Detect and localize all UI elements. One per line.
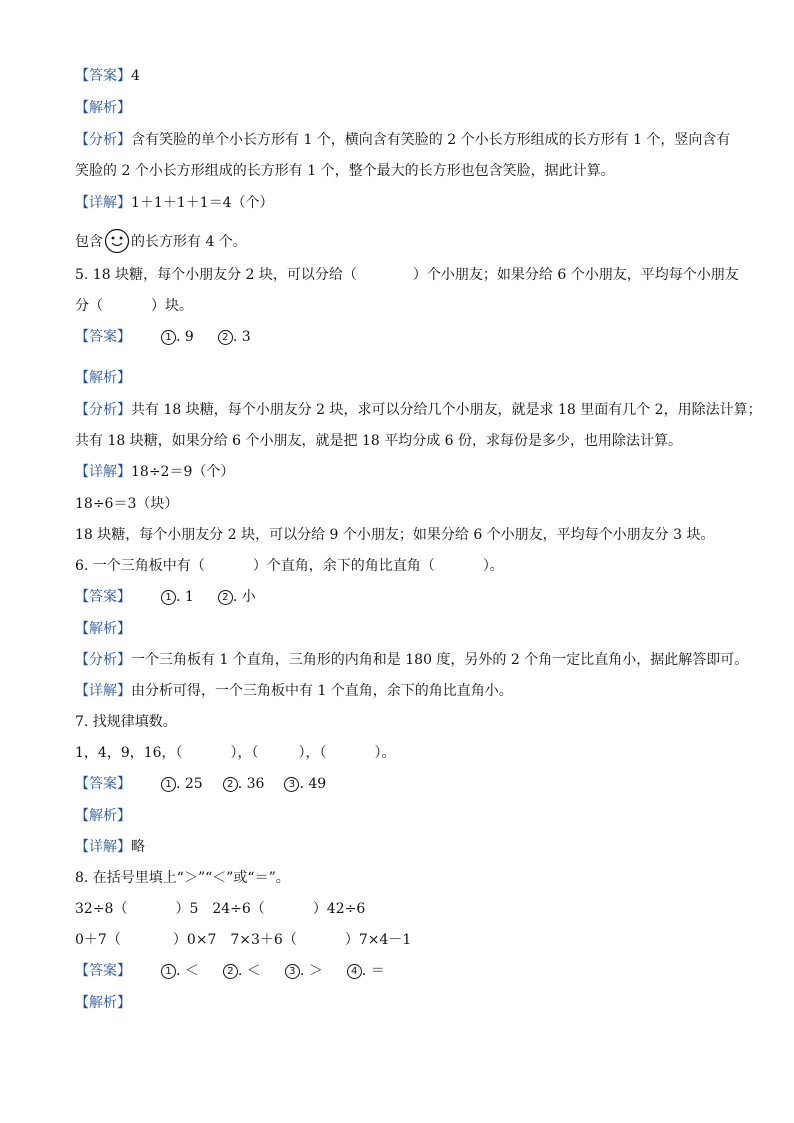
q7-answer-1: . 25 xyxy=(176,776,203,792)
q5-question-line-1 xyxy=(75,265,739,285)
q8-answer-1: . ＜ xyxy=(176,963,199,979)
fenxi-label: 【分析】 xyxy=(75,132,131,148)
q7-detail-text: 略 xyxy=(131,839,145,855)
answer-label: 【答案】 xyxy=(75,963,131,979)
q4-conclusion-post: 的长方形有 4 个。 xyxy=(131,234,247,250)
answer-number-3: 3 xyxy=(284,777,299,792)
q4-fenxi-text-1: 含有笑脸的单个小长方形有 1 个，横向含有笑脸的 2 个小长方形组成的长方形有 1 个，竖向含有 xyxy=(131,132,731,148)
q8-row-2 xyxy=(75,930,411,950)
answer-label: 【答案】 xyxy=(75,68,131,84)
q5-answer-line xyxy=(75,327,251,347)
answer-number-1: 1 xyxy=(161,590,176,605)
q5-text-a: 5. 18 块糖，每个小朋友分 2 块，可以分给（ xyxy=(75,267,357,283)
q5-detail-line-2 xyxy=(75,494,178,514)
q4-conclusion-pre: 包含 xyxy=(75,234,103,250)
q6-fenxi-text: 一个三角板有 1 个直角，三角形的内角和是 180 度，另外的 2 个角一定比直角小，据此解答即可。 xyxy=(131,652,749,668)
q8-r1-c: ）42÷6 xyxy=(312,901,366,917)
q5-text-d: ）块。 xyxy=(151,298,193,314)
q5-fenxi-line-2 xyxy=(75,431,682,451)
q6-detail-line xyxy=(75,681,513,701)
q7-answer-2: . 36 xyxy=(237,776,265,792)
q8-r1-a: 32÷8（ xyxy=(75,901,128,917)
q4-answer-line xyxy=(75,66,140,86)
q6-fenxi-line xyxy=(75,650,748,670)
answer-number-3: 3 xyxy=(285,964,300,979)
answer-number-4: 4 xyxy=(347,964,362,979)
q6-text-b: ）个直角，余下的角比直角（ xyxy=(252,558,435,574)
fenxi-label: 【分析】 xyxy=(75,402,131,418)
q8-answer-3: . ＞ xyxy=(299,963,323,979)
answer-label: 【答案】 xyxy=(75,589,131,605)
q5-question-line-2 xyxy=(75,296,193,316)
q7-sequence-line xyxy=(75,743,396,763)
analysis-label: 【解析】 xyxy=(75,370,131,386)
answer-number-2: 2 xyxy=(223,777,238,792)
q7-seq-c: ），（ xyxy=(298,745,327,761)
answer-number-2: 2 xyxy=(223,964,238,979)
q7-analysis-label-line xyxy=(75,806,131,826)
q6-detail-text: 由分析可得，一个三角板中有 1 个直角，余下的角比直角小。 xyxy=(131,683,513,699)
q5-conclusion-text: 18 块糖，每个小朋友分 2 块，可以分给 9 个小朋友；如果分给 6 个小朋友，平均每个小朋友分 3 块。 xyxy=(75,527,715,543)
q5-answer-1: . 9 xyxy=(176,329,194,345)
q4-analysis-label-line xyxy=(75,98,131,118)
q7-answer-3: . 49 xyxy=(299,776,327,792)
q7-seq-d: ）。 xyxy=(374,745,396,761)
q4-fenxi-text-2: 笑脸的 2 个小长方形组成的长方形有 1 个，整个最大的长方形也包含笑脸，据此计算。 xyxy=(75,163,615,179)
answer-number-1: 1 xyxy=(161,964,176,979)
answer-label: 【答案】 xyxy=(75,329,131,345)
answer-number-1: 1 xyxy=(161,330,176,345)
q8-row-1 xyxy=(75,899,365,919)
q8-title-line xyxy=(75,868,290,888)
answer-label: 【答案】 xyxy=(75,776,131,792)
answer-number-1: 1 xyxy=(161,777,176,792)
q5-fenxi-text-2: 共有 18 块糖，如果分给 6 个小朋友，就是把 18 平均分成 6 份，求每份是多少，也用除法计算。 xyxy=(75,433,683,449)
q4-answer-value: 4 xyxy=(131,68,140,84)
q4-conclusion-line xyxy=(75,228,247,254)
q5-detail-text: 18÷2＝9（个） xyxy=(131,464,235,480)
answer-number-2: 2 xyxy=(218,590,233,605)
q6-analysis-label-line xyxy=(75,619,131,639)
q5-conclusion-line xyxy=(75,525,715,545)
q5-fenxi-text-1: 共有 18 块糖，每个小朋友分 2 块，求可以分给几个小朋友，就是求 18 里面有几个 2，用除法计算； xyxy=(131,402,762,418)
q4-detail-text: 1＋1＋1＋1＝4（个） xyxy=(131,195,274,211)
q8-r1-b: ）5 24÷6（ xyxy=(175,901,265,917)
q4-fenxi-line-2 xyxy=(75,161,615,181)
q8-answer-line xyxy=(75,961,385,981)
q8-title: 8. 在括号里填上“＞”“＜”或“＝”。 xyxy=(75,870,290,886)
q4-detail-line xyxy=(75,193,274,213)
q7-answer-line xyxy=(75,774,326,794)
q5-detail-line xyxy=(75,462,234,482)
detail-label: 【详解】 xyxy=(75,464,131,480)
q5-fenxi-line-1 xyxy=(75,400,762,420)
q7-title: 7. 找规律填数。 xyxy=(75,714,177,730)
analysis-label: 【解析】 xyxy=(75,621,131,637)
q5-answer-2: . 3 xyxy=(232,329,251,345)
q8-r2-b: ）0×7 7×3＋6（ xyxy=(172,932,297,948)
q6-answer-line xyxy=(75,587,256,607)
q8-r2-a: 0＋7（ xyxy=(75,932,121,948)
q8-analysis-label-line xyxy=(75,993,131,1013)
answer-number-2: 2 xyxy=(218,330,233,345)
detail-label: 【详解】 xyxy=(75,839,131,855)
q8-answer-4: . ＝ xyxy=(361,963,385,979)
detail-label: 【详解】 xyxy=(75,683,131,699)
fenxi-label: 【分析】 xyxy=(75,652,131,668)
q6-question-line xyxy=(75,556,504,576)
q4-fenxi-line-1 xyxy=(75,130,730,150)
q5-text-b: ）个小朋友；如果分给 6 个小朋友，平均每个小朋友 xyxy=(412,267,739,283)
q6-text-a: 6. 一个三角板中有（ xyxy=(75,558,205,574)
q7-title-line xyxy=(75,712,177,732)
analysis-label: 【解析】 xyxy=(75,808,131,824)
q7-detail-line xyxy=(75,837,145,857)
q7-seq-a: 1，4，9，16，（ xyxy=(75,745,183,761)
q7-seq-b: ），（ xyxy=(230,745,259,761)
q5-text-c: 分（ xyxy=(75,298,103,314)
detail-label: 【详解】 xyxy=(75,195,131,211)
q8-answer-2: . ＜ xyxy=(237,963,261,979)
q6-answer-2: . 小 xyxy=(232,589,256,605)
q6-answer-1: . 1 xyxy=(176,589,194,605)
analysis-label: 【解析】 xyxy=(75,995,131,1011)
q8-r2-c: ）7×4－1 xyxy=(344,932,412,948)
analysis-label: 【解析】 xyxy=(75,100,131,116)
q6-text-c: ）。 xyxy=(482,558,504,574)
q5-detail-text-2: 18÷6＝3（块） xyxy=(75,496,179,512)
smiley-face-icon xyxy=(104,228,130,254)
q5-analysis-label-line xyxy=(75,368,131,388)
